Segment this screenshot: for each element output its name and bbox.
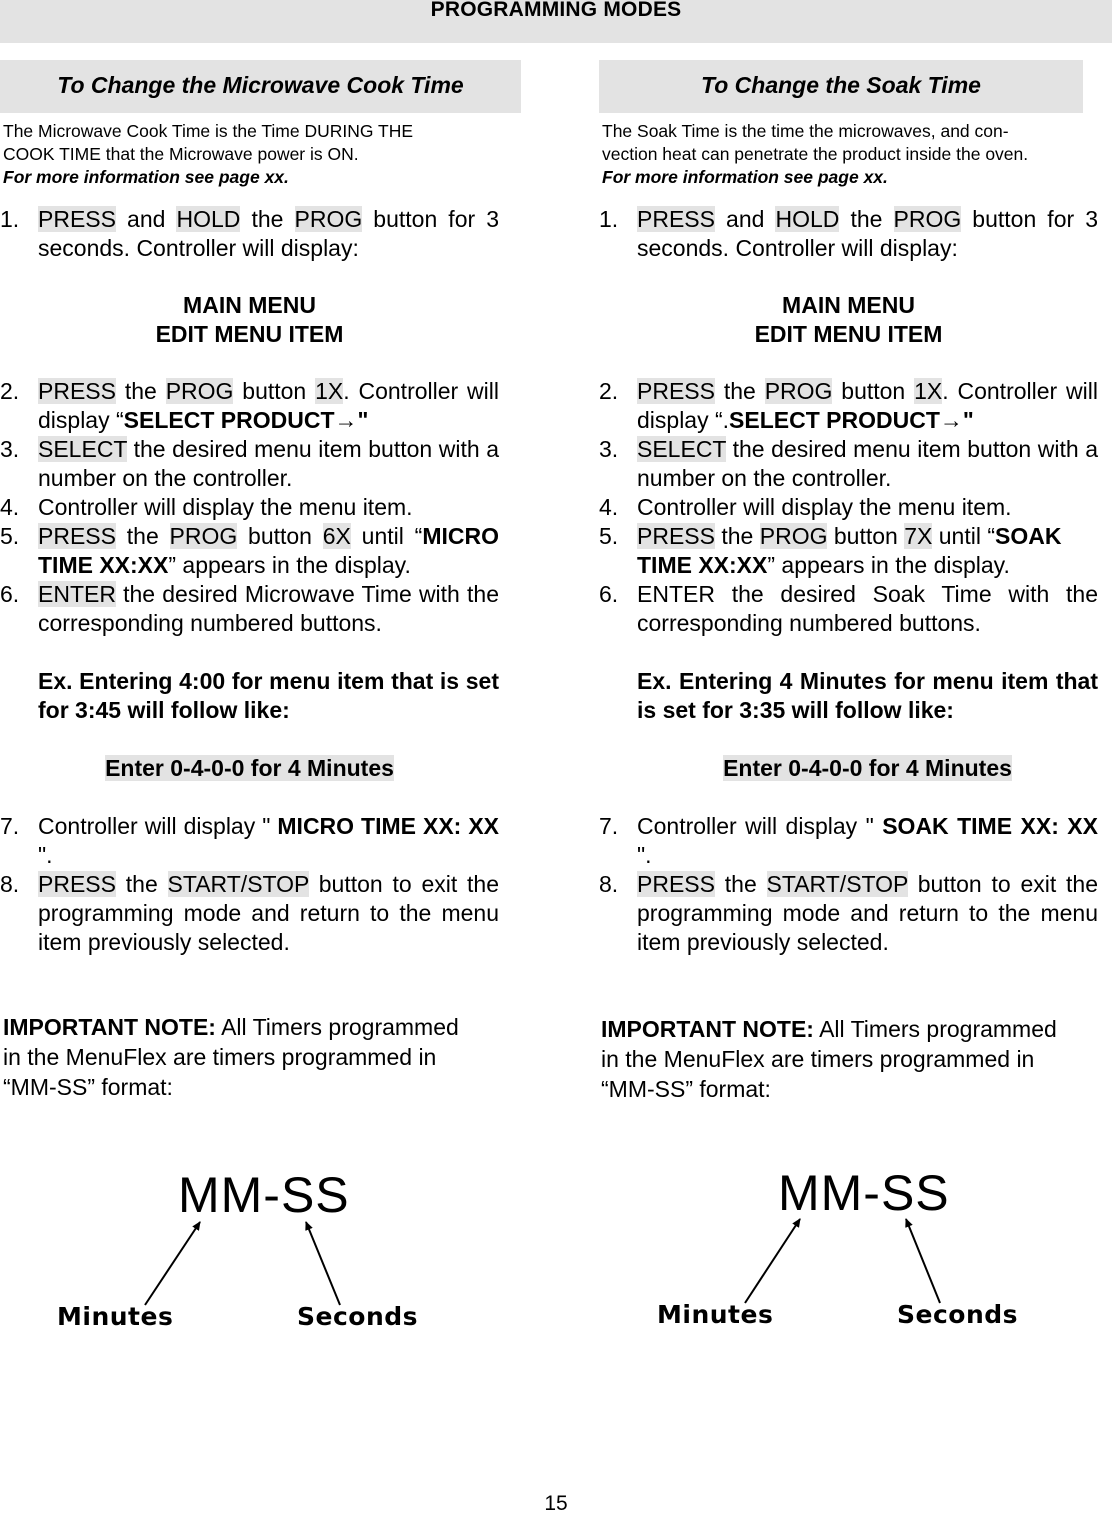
key-label: PRESS [637, 871, 715, 897]
step-text: button for 3 seconds. Controller will display: [38, 206, 499, 261]
key-label: PRESS [38, 378, 116, 404]
step-number: 6. [0, 581, 20, 607]
page-title: PROGRAMMING MODES [430, 0, 682, 21]
step-text: ". [38, 842, 53, 868]
example-line: Ex. Entering 4:00 for menu item that is set for 3:45 will follow like: [38, 668, 499, 723]
arrow-seconds-right [906, 1219, 940, 1303]
step-text: the [714, 871, 767, 897]
step-number: 4. [0, 494, 20, 520]
intro-more-info: For more information see page xx. [602, 167, 888, 187]
step-number: 1. [0, 206, 20, 232]
step-text: the [714, 523, 760, 549]
enter-box: Enter 0-4-0-0 for 4 Minutes [723, 755, 1012, 781]
key-label: PROG [165, 378, 234, 404]
key-label: 7X [904, 523, 933, 549]
step-number: 2. [0, 378, 20, 404]
step-text: the [839, 206, 894, 232]
display-text: SELECT PRODUCT→" [123, 407, 369, 433]
key-label: PRESS [637, 378, 715, 404]
key-label: HOLD [176, 206, 241, 232]
seconds-label-right: Seconds [897, 1300, 1019, 1329]
key-label: PROG [893, 206, 962, 232]
step-text: button [233, 378, 316, 404]
display-text: MICRO TIME XX:XX [38, 523, 499, 578]
key-label: PROG [764, 378, 833, 404]
intro-line: The Soak Time is the time the microwaves, and con- [602, 121, 1009, 141]
display-text: SOAK TIME XX:XX [637, 523, 1062, 578]
key-label: 1X [914, 378, 943, 404]
key-label: PRESS [38, 206, 116, 232]
note-label: IMPORTANT NOTE: [3, 1014, 216, 1040]
key-label: SELECT [637, 436, 727, 462]
step-number: 8. [599, 871, 619, 897]
display-edit-menu-item: EDIT MENU ITEM [155, 321, 344, 347]
key-label: SELECT [38, 436, 128, 462]
step-number: 5. [599, 523, 619, 549]
arrow-minutes-left [145, 1222, 200, 1305]
note-text: in the MenuFlex are timers programmed in [3, 1044, 437, 1070]
step-number: 7. [599, 813, 619, 839]
step-text: Controller will display " [38, 813, 278, 839]
minutes-label-left: Minutes [57, 1302, 174, 1331]
step-text: button to exit the programming mode and return to the menu item previously selected. [637, 871, 1098, 955]
note-text: All Timers programmed [215, 1014, 459, 1040]
step-text: until “ [932, 523, 995, 549]
enter-box: Enter 0-4-0-0 for 4 Minutes [105, 755, 394, 781]
note-text: “MM-SS” format: [601, 1076, 771, 1102]
display-text: SOAK TIME XX: XX [882, 813, 1098, 839]
key-label: 6X [322, 523, 351, 549]
step-text: the desired menu item button with a number on the controller. [38, 436, 499, 491]
step-text: ". [637, 842, 652, 868]
display-main-menu: MAIN MENU [782, 292, 915, 318]
step-text: until “ [350, 523, 423, 549]
step-text: Controller will display the menu item. [38, 494, 413, 520]
step-text: button [832, 378, 915, 404]
display-main-menu: MAIN MENU [183, 292, 316, 318]
key-label: START/STOP [167, 871, 309, 897]
section-header: To Change the Microwave Cook Time [0, 60, 521, 113]
step-text: . Controller will display “ [38, 378, 499, 433]
key-label: PROG [294, 206, 363, 232]
key-label: ENTER [38, 581, 116, 607]
step-text: Controller will display the menu item. [637, 494, 1012, 520]
mmss-label-right: MM-SS [778, 1165, 950, 1221]
step-number: 8. [0, 871, 20, 897]
mmss-label-left: MM-SS [178, 1167, 350, 1223]
intro-line: vection heat can penetrate the product inside the oven. [602, 144, 1029, 164]
key-label: START/STOP [766, 871, 908, 897]
note-text: All Timers programmed [813, 1016, 1057, 1042]
step-text: and [714, 206, 776, 232]
step-text: and [115, 206, 177, 232]
step-text: the [115, 523, 170, 549]
seconds-label-left: Seconds [297, 1302, 419, 1331]
step-text: . Controller will display “. [637, 378, 1098, 433]
step-text: ” appears in the display. [767, 552, 1010, 578]
step-text: Controller will display " [637, 813, 883, 839]
step-text: the [115, 378, 166, 404]
step-text: button for 3 seconds. Controller will display: [637, 206, 1098, 261]
minutes-label-right: Minutes [657, 1300, 774, 1329]
page-number: 15 [544, 1492, 568, 1515]
key-label: HOLD [775, 206, 840, 232]
step-text: button [827, 523, 905, 549]
step-number: 4. [599, 494, 619, 520]
section-header: To Change the Soak Time [599, 60, 1083, 113]
intro-line: The Microwave Cook Time is the Time DURING THE [3, 121, 414, 141]
key-label: PRESS [637, 523, 715, 549]
arrow-seconds-left [306, 1222, 340, 1305]
note-label: IMPORTANT NOTE: [601, 1016, 814, 1042]
step-text: ENTER the desired Soak Time with the corresponding numbered buttons. [637, 581, 1098, 636]
step-text: button [237, 523, 323, 549]
key-label: PROG [759, 523, 828, 549]
step-number: 2. [599, 378, 619, 404]
display-text: MICRO TIME XX: XX [277, 813, 499, 839]
step-number: 3. [599, 436, 619, 462]
step-text: the desired Microwave Time with the corresponding numbered buttons. [38, 581, 499, 636]
note-text: in the MenuFlex are timers programmed in [601, 1046, 1035, 1072]
step-text: the [714, 378, 765, 404]
step-number: 3. [0, 436, 20, 462]
key-label: PRESS [38, 523, 116, 549]
step-text: button to exit the programming mode and return to the menu item previously selected. [38, 871, 499, 955]
key-label: PRESS [38, 871, 116, 897]
key-label: 1X [315, 378, 344, 404]
step-text: the [115, 871, 168, 897]
step-number: 1. [599, 206, 619, 232]
step-text: the [240, 206, 295, 232]
display-text: SELECT PRODUCT→" [729, 407, 974, 433]
step-text: the desired menu item button with a number on the controller. [637, 436, 1098, 491]
step-number: 7. [0, 813, 20, 839]
example-line: Ex. Entering 4 Minutes for menu item that is set for 3:35 will follow like: [637, 668, 1098, 723]
step-number: 6. [599, 581, 619, 607]
intro-line: COOK TIME that the Microwave power is ON. [3, 144, 359, 164]
key-label: PROG [169, 523, 238, 549]
arrow-minutes-right [745, 1219, 800, 1303]
step-text: ” appears in the display. [168, 552, 411, 578]
note-text: “MM-SS” format: [3, 1074, 173, 1100]
key-label: PRESS [637, 206, 715, 232]
intro-more-info: For more information see page xx. [3, 167, 289, 187]
display-edit-menu-item: EDIT MENU ITEM [754, 321, 943, 347]
step-number: 5. [0, 523, 20, 549]
